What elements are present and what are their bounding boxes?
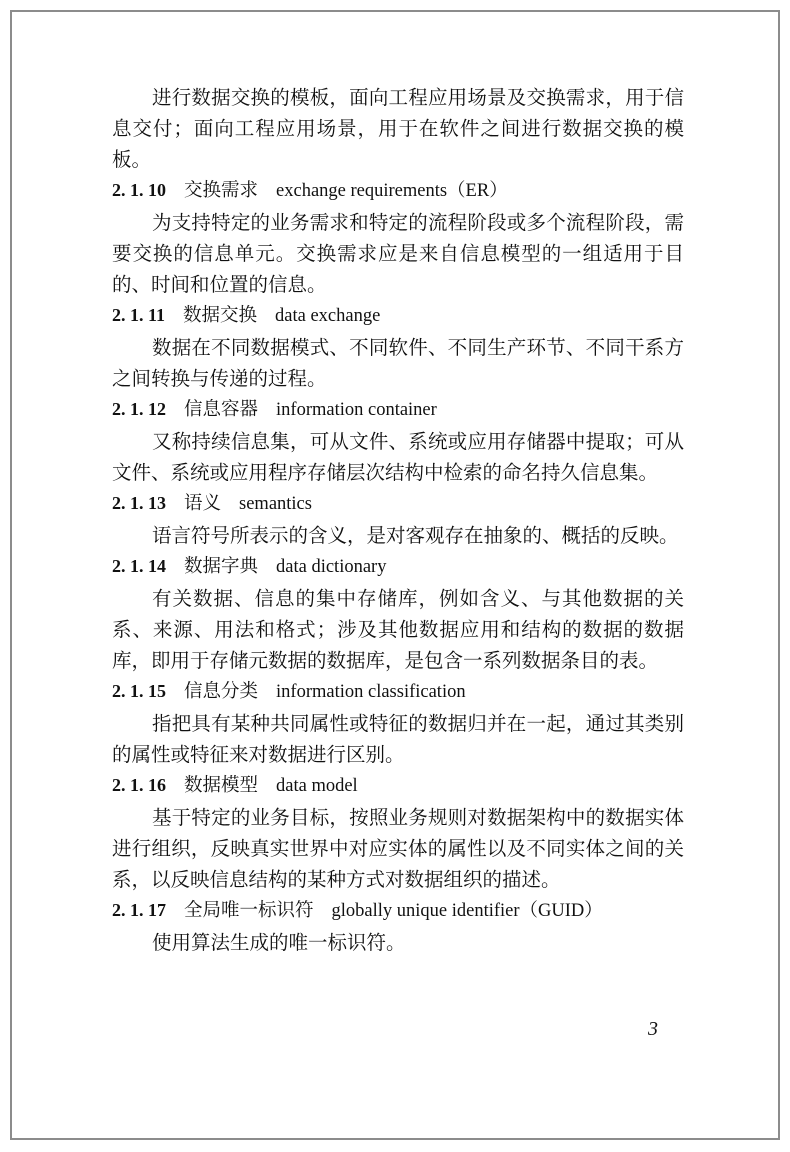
page-number: 3 — [648, 1018, 658, 1040]
term-heading-2-1-10 — [112, 175, 684, 207]
term-heading-2-1-14 — [112, 551, 684, 583]
document-body — [112, 82, 684, 958]
term-number: 2. 1. 16 — [112, 775, 166, 795]
term-heading-2-1-11 — [112, 300, 684, 332]
term-number: 2. 1. 10 — [112, 180, 166, 200]
term-number: 2. 1. 11 — [112, 305, 166, 325]
term-heading-2-1-17 — [112, 895, 684, 927]
term-definition: 使用算法生成的唯一标识符。 — [152, 931, 406, 954]
term-definition: 语言符号所表示的含义，是对客观存在抽象的、概括的反映。 — [152, 524, 679, 547]
term-definition: 数据在不同数据模式、不同软件、不同生产环节、不同干系方之间转换与传递的过程。 — [112, 336, 684, 390]
term-english: information container — [276, 400, 437, 420]
term-english: exchange requirements（ER） — [276, 181, 508, 201]
term-chinese: 数据模型 — [184, 775, 259, 796]
term-chinese: 语义 — [184, 493, 222, 514]
term-heading-2-1-12 — [112, 394, 684, 426]
term-chinese: 交换需求 — [184, 180, 259, 201]
term-english: data exchange — [275, 306, 381, 326]
term-chinese: 信息容器 — [184, 399, 259, 420]
term-chinese: 数据字典 — [184, 556, 259, 577]
term-chinese: 全局唯一标识符 — [184, 900, 314, 921]
term-definition: 又称持续信息集，可从文件、系统或应用存储器中提取；可从文件、系统或应用程序存储层次结构中检索的命名持久信息集。 — [112, 430, 684, 484]
term-number: 2. 1. 17 — [112, 900, 166, 920]
term-definition: 指把具有某种共同属性或特征的数据归并在一起，通过其类别的属性或特征来对数据进行区别。 — [112, 712, 684, 766]
term-number: 2. 1. 12 — [112, 399, 166, 419]
term-heading-2-1-16 — [112, 770, 684, 802]
term-heading-2-1-13 — [112, 488, 684, 520]
term-english: globally unique identifier（GUID） — [331, 901, 603, 921]
term-number: 2. 1. 14 — [112, 556, 166, 576]
term-english: semantics — [239, 494, 312, 514]
term-english: data model — [276, 776, 358, 796]
paragraph-continued: 进行数据交换的模板，面向工程应用场景及交换需求，用于信息交付；面向工程应用场景，用于在软件之间进行数据交换的模板。 — [112, 86, 684, 171]
term-definition: 基于特定的业务目标，按照业务规则对数据架构中的数据实体进行组织，反映真实世界中对应实体的属性以及不同实体之间的关系，以反映信息结构的某种方式对数据组织的描述。 — [112, 806, 684, 891]
term-chinese: 数据交换 — [183, 305, 258, 326]
term-english: data dictionary — [276, 557, 387, 577]
term-definition: 为支持特定的业务需求和特定的流程阶段或多个流程阶段，需要交换的信息单元。交换需求应是来自信息模型的一组适用于目的、时间和位置的信息。 — [112, 211, 684, 296]
term-chinese: 信息分类 — [184, 681, 259, 702]
term-number: 2. 1. 13 — [112, 493, 166, 513]
term-number: 2. 1. 15 — [112, 681, 166, 701]
term-english: information classification — [276, 682, 466, 702]
term-definition: 有关数据、信息的集中存储库，例如含义、与其他数据的关系、来源、用法和格式；涉及其他数据应用和结构的数据的数据库，即用于存储元数据的数据库，是包含一系列数据条目的表。 — [112, 587, 684, 672]
term-heading-2-1-15 — [112, 676, 684, 708]
